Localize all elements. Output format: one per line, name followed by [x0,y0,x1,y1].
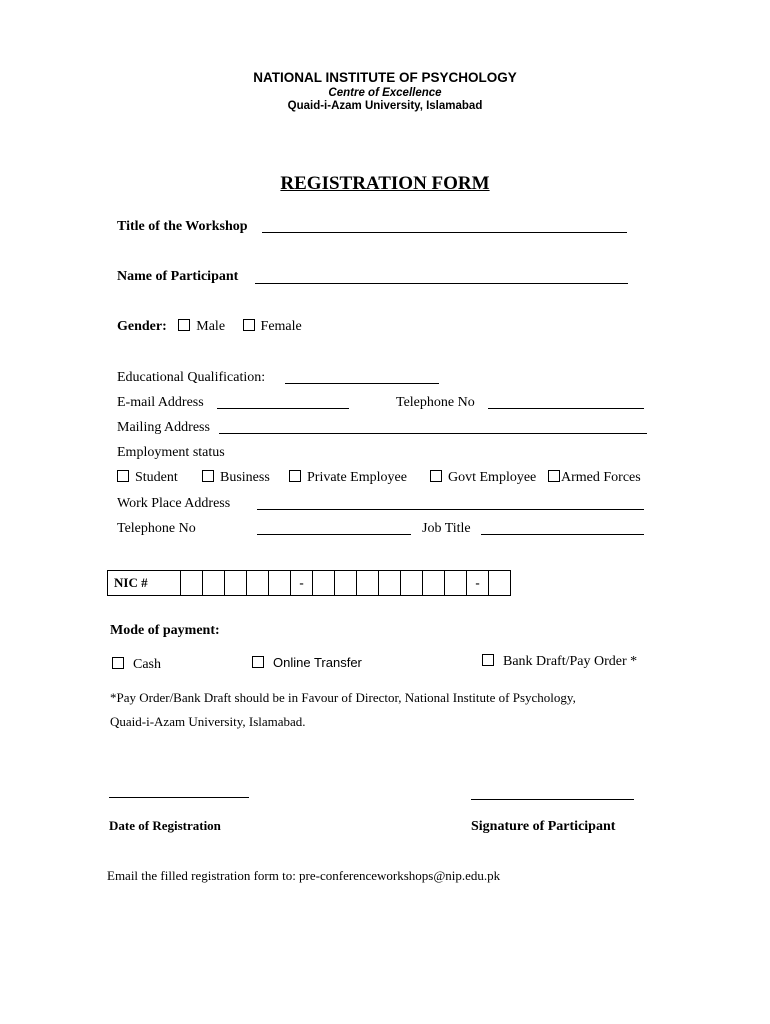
nic-digit-cell[interactable] [335,571,357,596]
govt-employee-label: Govt Employee [448,470,537,485]
job-title-label: Job Title [422,521,471,536]
online-transfer-label: Online Transfer [273,655,362,670]
pay-order-note-line1: *Pay Order/Bank Draft should be in Favour of Director, National Institute of Psychology, [110,690,576,705]
gender-label: Gender: [117,319,167,334]
employment-option-private[interactable] [289,470,407,486]
email-instruction: Email the filled registration form to: pre-conferenceworkshops@nip.edu.pk [107,868,501,883]
work-telephone-field[interactable] [257,534,411,535]
nic-grid [107,570,511,596]
university-name: Quaid-i-Azam University, Islamabad [287,100,483,112]
payment-option-bank[interactable] [482,654,637,670]
payment-mode-label: Mode of payment: [110,623,220,638]
employment-option-armed[interactable] [548,470,641,486]
nic-digit-cell[interactable] [247,571,269,596]
payment-option-online[interactable] [252,655,362,670]
checkbox-icon[interactable] [112,657,124,669]
employment-option-student[interactable] [117,470,178,486]
gender-row [117,319,302,335]
work-telephone-label: Telephone No [117,521,196,536]
employment-option-business[interactable] [202,470,270,486]
telephone-field[interactable] [488,408,644,409]
payment-option-cash[interactable] [112,657,161,673]
nic-digit-cell[interactable] [269,571,291,596]
date-of-registration-label: Date of Registration [109,818,221,833]
business-label: Business [220,470,270,485]
participant-signature-line[interactable] [471,799,634,800]
armed-forces-label: Armed Forces [561,470,641,485]
nic-digit-cell[interactable] [379,571,401,596]
checkbox-icon[interactable] [202,470,214,482]
mailing-address-field[interactable] [219,433,647,434]
nic-label: NIC # [108,571,181,596]
bank-draft-label: Bank Draft/Pay Order * [503,654,638,669]
gender-male-label: Male [196,319,226,334]
checkbox-icon[interactable] [243,319,255,331]
nic-digit-cell[interactable] [401,571,423,596]
nic-separator: - [291,571,313,596]
checkbox-icon[interactable] [289,470,301,482]
checkbox-icon[interactable] [548,470,560,482]
pay-order-note-line2: Quaid-i-Azam University, Islamabad. [110,714,306,729]
date-signature-line[interactable] [109,797,249,798]
workshop-title-label: Title of the Workshop [117,219,248,234]
gender-female-option[interactable] [243,319,302,334]
nic-digit-cell[interactable] [313,571,335,596]
telephone-label: Telephone No [396,395,475,410]
nic-digit-cell[interactable] [181,571,203,596]
mailing-address-label: Mailing Address [117,420,210,435]
checkbox-icon[interactable] [178,319,190,331]
student-label: Student [135,470,178,485]
checkbox-icon[interactable] [482,654,494,666]
participant-name-label: Name of Participant [117,269,239,284]
email-field[interactable] [217,408,349,409]
education-label: Educational Qualification: [117,370,266,385]
form-title: REGISTRATION FORM [280,173,490,194]
participant-name-field[interactable] [255,283,628,284]
education-field[interactable] [285,383,439,384]
signature-label: Signature of Participant [471,819,616,834]
checkbox-icon[interactable] [117,470,129,482]
gender-male-option[interactable] [178,319,225,334]
employment-option-govt[interactable] [430,470,536,486]
workplace-address-field[interactable] [257,509,644,510]
nic-digit-cell[interactable] [423,571,445,596]
nic-digit-cell[interactable] [225,571,247,596]
nic-digit-cell[interactable] [445,571,467,596]
private-employee-label: Private Employee [307,470,407,485]
workplace-address-label: Work Place Address [117,496,231,511]
nic-digit-cell[interactable] [489,571,511,596]
job-title-field[interactable] [481,534,644,535]
institute-name: NATIONAL INSTITUTE OF PSYCHOLOGY [253,70,517,85]
nic-digit-cell[interactable] [203,571,225,596]
nic-digit-cell[interactable] [357,571,379,596]
checkbox-icon[interactable] [252,656,264,668]
email-label: E-mail Address [117,395,204,410]
cash-label: Cash [133,657,161,672]
nic-separator: - [467,571,489,596]
workshop-title-field[interactable] [262,232,627,233]
centre-subtitle: Centre of Excellence [328,87,442,99]
gender-female-label: Female [260,319,302,334]
checkbox-icon[interactable] [430,470,442,482]
employment-status-label: Employment status [117,445,225,460]
